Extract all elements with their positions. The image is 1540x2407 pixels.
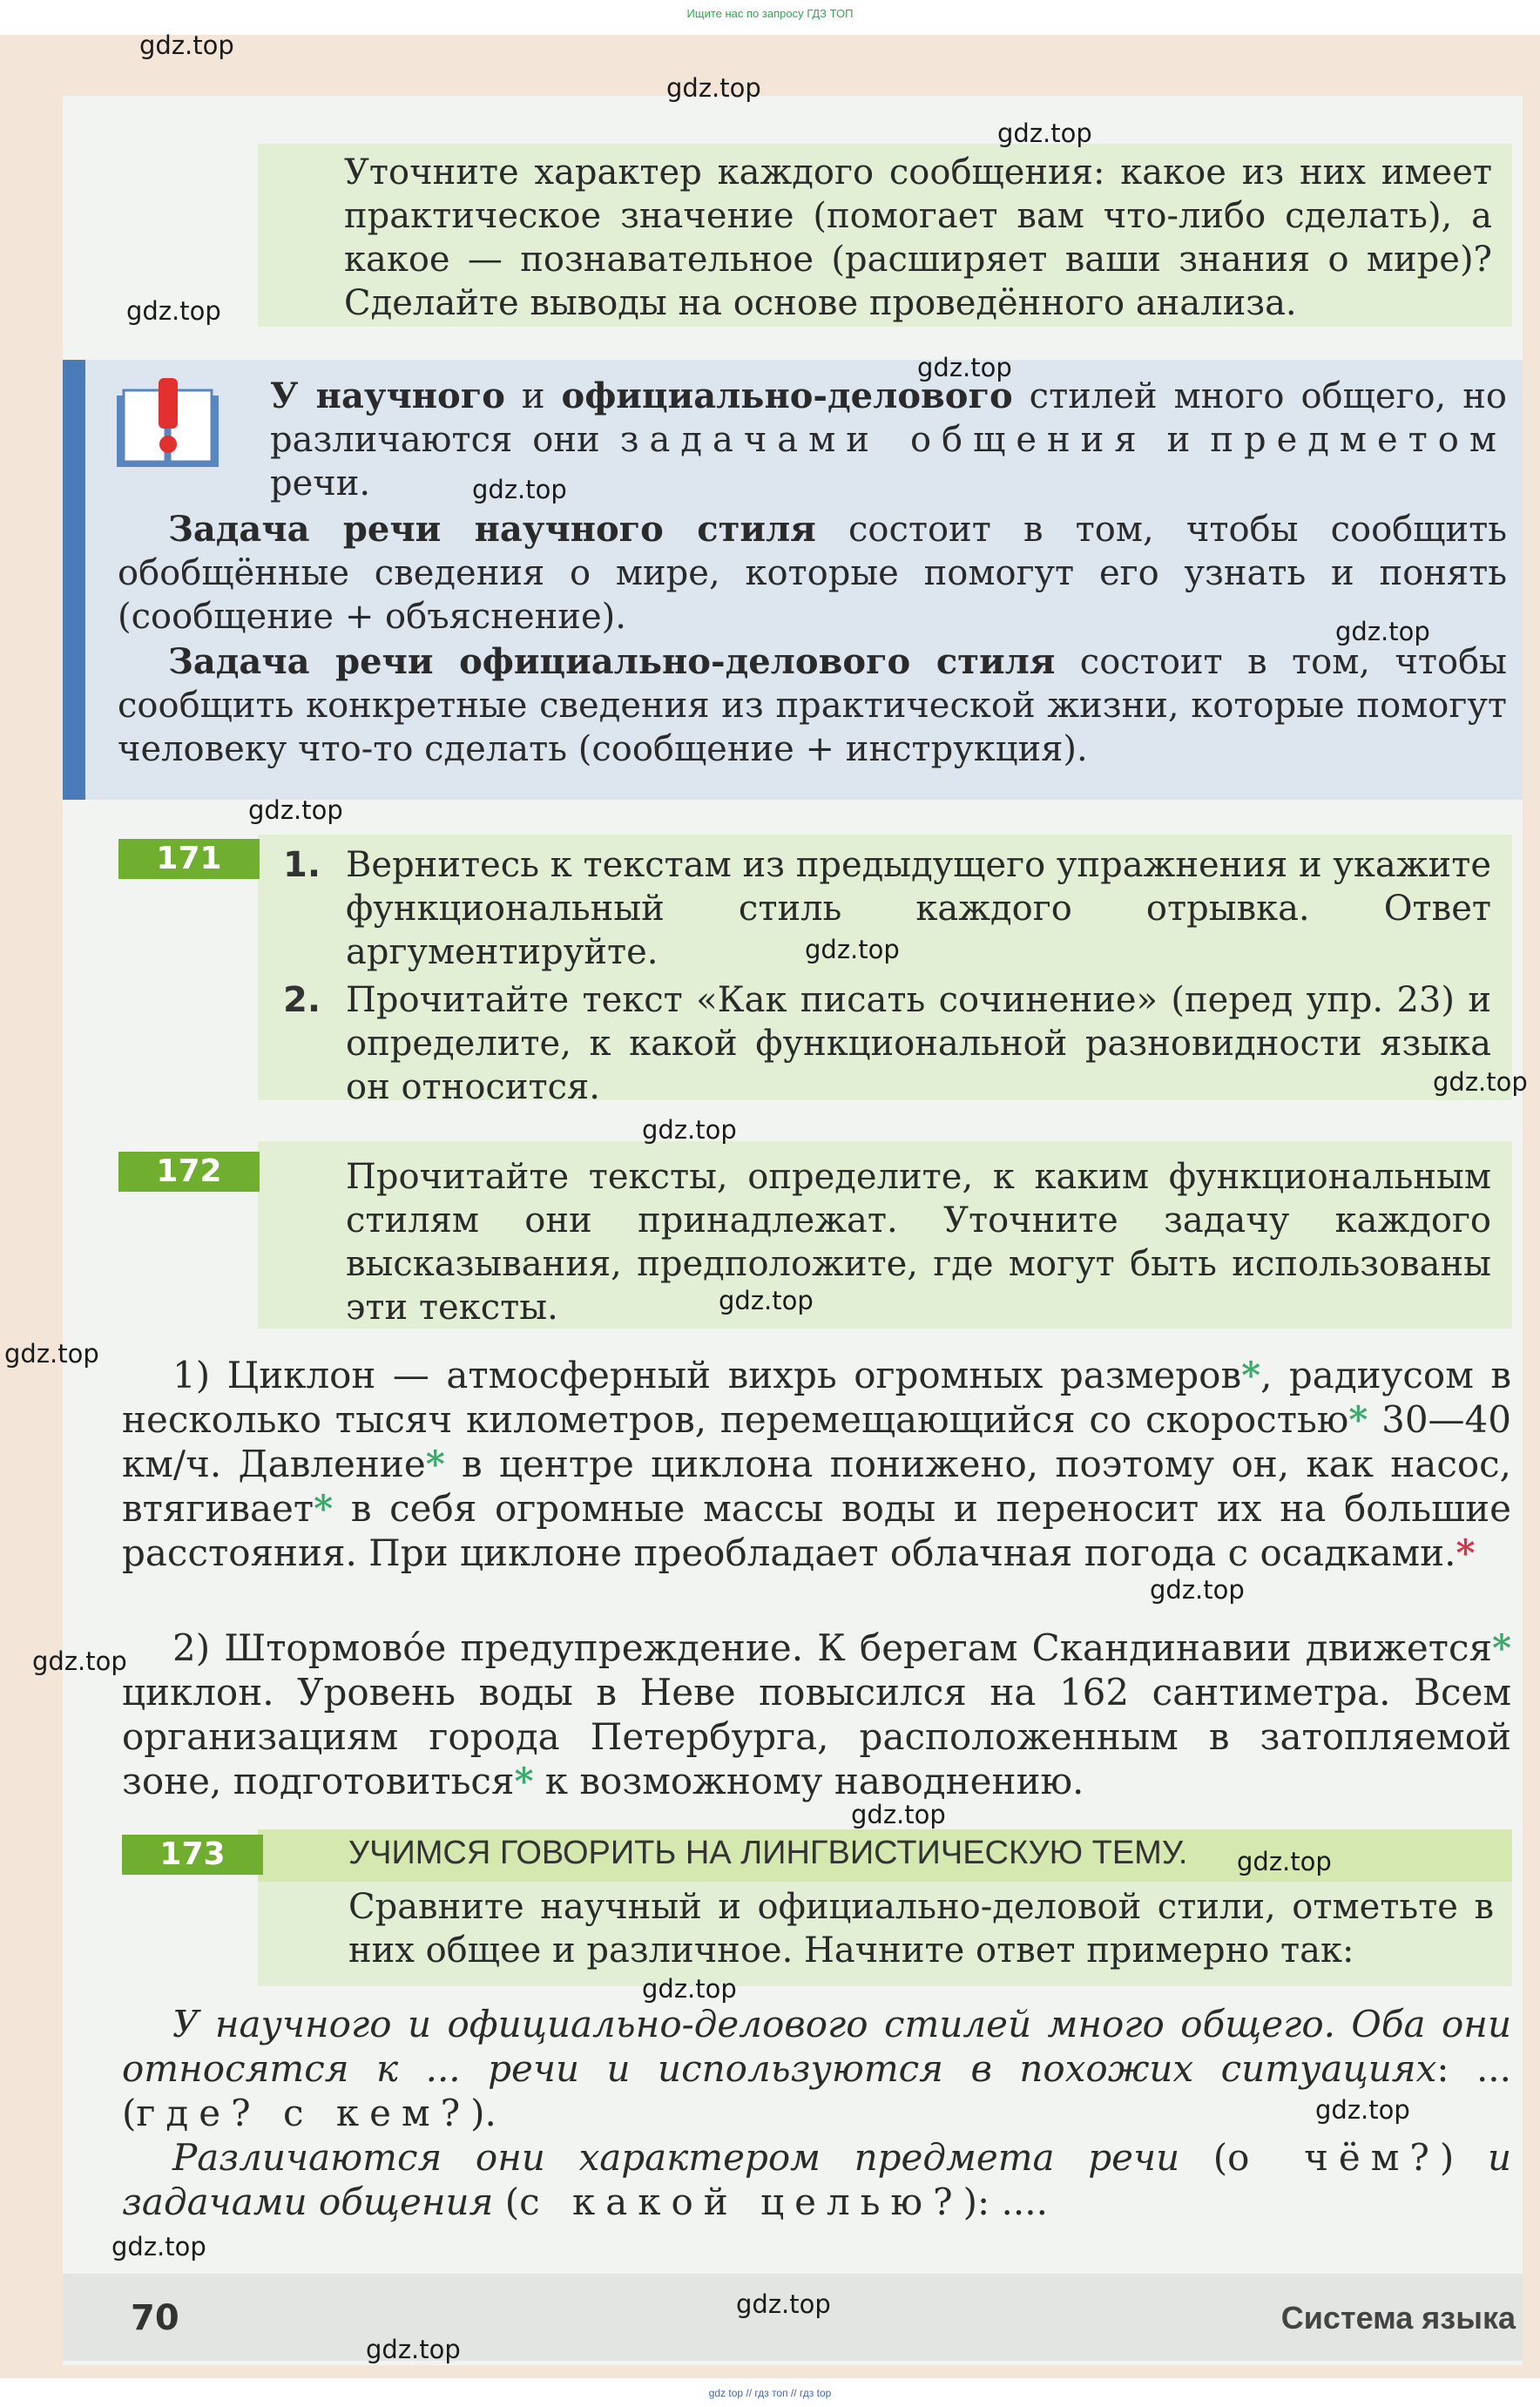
watermark: gdz.top — [111, 2232, 206, 2262]
exclamation-book-icon — [113, 375, 222, 470]
exercise-173-heading: УЧИМСЯ ГОВОРИТЬ НА ЛИНГВИСТИЧЕСКУЮ ТЕМУ. — [348, 1835, 1188, 1871]
rule-term-official: официально-делового — [561, 375, 1013, 416]
footer-note: gdz top // гдз топ // гдз top — [708, 2387, 832, 2399]
rule-spaced-term: предметом — [1210, 420, 1508, 460]
sample-text: ) — [1439, 2136, 1488, 2179]
sample-text: ). — [470, 2092, 496, 2134]
exercise-171-item-2: Прочитайте текст «Как писать сочинение» (перед упр. 23) и определите, к какой функциональной разновидности языка он относится. — [346, 980, 1491, 1107]
watermark: gdz.top — [1335, 617, 1430, 646]
watermark: gdz.top — [736, 2289, 831, 2319]
watermark: gdz.top — [4, 1339, 99, 1369]
rule-paragraph-2 — [118, 508, 1507, 639]
watermark: gdz.top — [32, 1646, 127, 1676]
asterisk-mark: * — [1492, 1626, 1511, 1669]
text-fragment: 2) Штормово́е предупреждение. К берегам Скандинавии движется — [172, 1626, 1493, 1669]
watermark: gdz.top — [1150, 1575, 1245, 1605]
watermark: gdz.top — [1433, 1067, 1528, 1097]
watermark: gdz.top — [851, 1800, 946, 1829]
sample-answer-1 — [122, 2002, 1511, 2135]
section-name: Система языка — [1280, 2300, 1516, 2336]
sample-text: ( — [493, 2180, 520, 2223]
watermark: gdz.top — [666, 73, 761, 103]
sample-text: ( — [1179, 2136, 1228, 2179]
rule-paragraph-3 — [118, 640, 1507, 771]
rule-text: и — [504, 376, 562, 416]
sample-italic: Различаются они характером предмета речи — [172, 2136, 1180, 2179]
watermark: gdz.top — [719, 1286, 814, 1315]
rule-text: речи. — [270, 463, 371, 504]
text-2-storm-warning — [122, 1626, 1511, 1803]
exercise-173-task: Сравните научный и официально-деловой стили, отметьте в них общее и различное. Начните ответ примерно так: — [348, 1887, 1494, 1971]
rule-term-scientific: У научного — [270, 375, 505, 416]
item-number: 1. — [283, 845, 321, 885]
watermark: gdz.top — [126, 296, 221, 326]
rule-spaced-term: задачами общения — [619, 420, 1147, 460]
rule-text: и — [1146, 420, 1211, 460]
watermark: gdz.top — [248, 795, 343, 825]
asterisk-mark: * — [314, 1487, 334, 1530]
asterisk-mark: * — [425, 1443, 445, 1485]
sample-spaced: о чём? — [1227, 2136, 1440, 2179]
rule-bold-lead: Задача речи официально-делового стиля — [168, 641, 1056, 682]
rule-text: состоит в том, чтобы сообщить конкретные сведения из практической жизни, которые помогут человеку что-то сделать (сообщение + инструкция). — [118, 642, 1507, 769]
watermark: gdz.top — [366, 2335, 461, 2364]
text-fragment: циклон. Уровень воды в Неве повысился на 162 сантиметра. Всем организациям города Петербурга, расположенным в затопляемой зоне, подготовиться — [122, 1671, 1511, 1802]
intro-task-text: Уточните характер каждого сообщения: какое из них имеет практическое значение (помогает вам что-либо сделать), а какое — познавательное (расширяет ваши знания о мире)? Сделайте выводы на основе проведённого анализа. — [344, 152, 1492, 323]
watermark: gdz.top — [997, 118, 1092, 148]
text-1-cyclone — [122, 1353, 1511, 1575]
rule-paragraph-1 — [270, 375, 1507, 505]
text-fragment: в себя огромные массы воды и переносит их на большие расстояния. При циклоне преобладает облачная погода с осадками. — [122, 1487, 1511, 1574]
asterisk-mark: * — [1348, 1398, 1368, 1441]
rule-bold-lead: Задача речи научного стиля — [168, 509, 816, 550]
text-fragment: 30—40 км/ч. Давление — [122, 1398, 1511, 1485]
sample-text: : ... ( — [122, 2047, 1511, 2134]
watermark: gdz.top — [139, 30, 234, 60]
sample-italic: и задачами общения — [122, 2136, 1511, 2223]
watermark: gdz.top — [642, 1974, 737, 2004]
text-fragment: в центре циклона понижено, поэтому он, как насос, втягивает — [122, 1443, 1512, 1530]
sample-spaced: с какой целью? — [519, 2180, 963, 2223]
exercise-number-172: 172 — [118, 1152, 260, 1192]
asterisk-mark: * — [514, 1760, 534, 1802]
watermark: gdz.top — [1237, 1847, 1332, 1876]
rule-text: стилей много общего, но различаются они — [270, 376, 1507, 460]
watermark: gdz.top — [472, 475, 567, 504]
page-number: 70 — [131, 2298, 179, 2338]
text-fragment: к возможному наводнению. — [533, 1760, 1084, 1802]
asterisk-mark: * — [1456, 1531, 1476, 1574]
item-number: 2. — [283, 980, 321, 1020]
sample-text: ): .... — [962, 2180, 1048, 2223]
exercise-number-171: 171 — [118, 839, 260, 879]
exercise-172-task: Прочитайте тексты, определите, к каким функциональным стилям они принадлежат. Уточните задачу каждого высказывания, предположите, где могут быть использованы эти тексты. — [346, 1157, 1491, 1328]
rule-text: состоит в том, чтобы сообщить обобщённые сведения о мире, которые помогут его узнать и понять (сообщение + объяснение). — [118, 510, 1507, 637]
exercise-number-173: 173 — [122, 1835, 263, 1875]
sample-spaced: где? с кем? — [136, 2092, 471, 2134]
search-hint: Ищите нас по запросу ГДЗ ТОП — [686, 7, 854, 20]
watermark: gdz.top — [805, 935, 900, 964]
watermark: gdz.top — [917, 353, 1012, 382]
watermark: gdz.top — [642, 1115, 737, 1145]
watermark: gdz.top — [1315, 2095, 1410, 2125]
exercise-171-item-1: Вернитесь к текстам из предыдущего упражнения и укажите функциональный стиль каждого отрывка. Ответ аргументируйте. — [346, 845, 1491, 972]
asterisk-mark: * — [1241, 1354, 1261, 1396]
sample-italic: У научного и официально-делового стилей много общего. Оба они относятся к ... речи и используются в похожих ситуациях — [122, 2003, 1511, 2090]
rule-accent-bar — [63, 360, 85, 800]
sample-answer-2 — [122, 2135, 1511, 2224]
text-fragment: 1) Циклон — атмосферный вихрь огромных размеров — [172, 1354, 1242, 1396]
text-fragment: , радиусом в несколько тысяч километров, перемещающийся со скоростью — [122, 1354, 1511, 1441]
